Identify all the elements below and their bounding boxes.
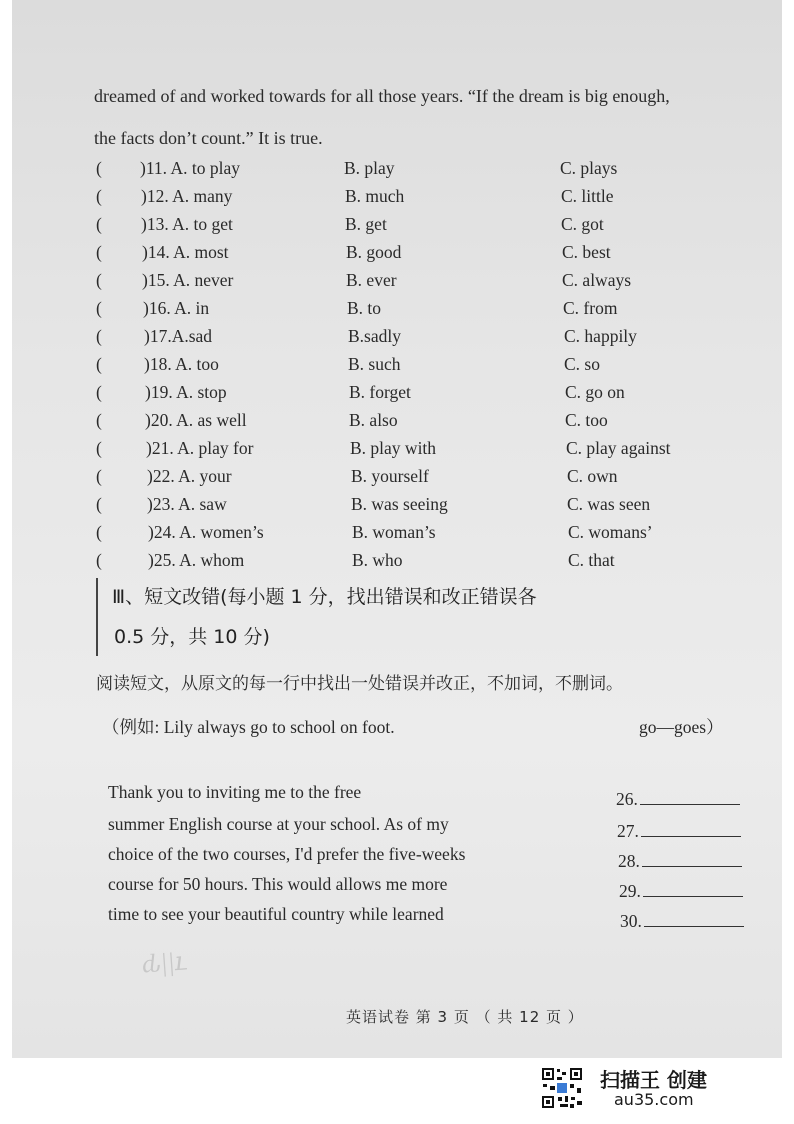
question-row [96,158,716,184]
answer-blank[interactable] [617,818,741,842]
option-b: B. was seeing [351,494,448,514]
page-footer: 英语试卷 第 3 页 （ 共 12 页 ） [346,1008,584,1026]
option-a: )19. A. stop [145,382,227,402]
answer-paren: ( [96,242,102,262]
blank-line[interactable] [642,848,742,867]
option-c: C. got [561,214,604,234]
option-b: B. get [345,214,387,234]
brand-url: au35.com [614,1090,694,1109]
blank-line[interactable] [640,786,740,805]
question-row [96,242,716,268]
answer-blank[interactable] [620,908,744,932]
passage-line: summer English course at your school. As of my [108,814,449,834]
option-b: B. forget [349,382,411,402]
scanner-watermark [540,1062,740,1112]
question-row [96,326,716,352]
answer-paren: ( [96,186,102,206]
answer-paren: ( [96,550,102,570]
option-a: )18. A. too [144,354,219,374]
option-c: C. too [565,410,608,430]
question-row [96,186,716,212]
option-b: B. much [345,186,405,206]
section-3-instruction: 阅读短文，从原文的每一行中找出一处错误并改正，不加词，不删词。 [96,674,623,694]
option-b: B. play with [350,438,437,458]
answer-paren: ( [96,382,102,402]
option-c: C. own [567,466,618,486]
section-3-title-line-2: 0.5 分，共 10 分) [114,626,270,648]
option-a: )24. A. women’s [148,522,264,542]
passage-line: choice of the two courses, I'd prefer the five-weeks [108,844,466,864]
blank-line[interactable] [641,818,741,837]
answer-paren: ( [96,298,102,318]
option-a: )17.A.sad [144,326,213,346]
question-row [96,550,716,576]
answer-paren: ( [96,466,102,486]
option-c: C. go on [565,382,625,402]
option-c: C. womans’ [568,522,653,542]
answer-blank[interactable] [616,786,740,810]
option-b: B. yourself [351,466,429,486]
blank-number: 28. [618,851,640,871]
example-right: go—goes） [639,717,724,737]
option-b: B. ever [346,270,397,290]
intro-line-1: dreamed of and worked towards for all those years. “If the dream is big enough, [94,86,670,106]
question-row [96,354,716,380]
option-a: )11. A. to play [140,158,240,178]
question-row [96,214,716,240]
option-b: B. who [352,550,403,570]
option-b: B. play [344,158,395,178]
option-a: )13. A. to get [141,214,233,234]
answer-blank[interactable] [619,878,743,902]
blank-number: 29. [619,881,641,901]
section-bar [96,578,98,656]
answer-blank[interactable] [618,848,742,872]
blank-line[interactable] [644,908,744,927]
option-a: )23. A. saw [147,494,227,514]
passage-line: course for 50 hours. This would allows me more [108,874,448,894]
option-a: )25. A. whom [148,550,245,570]
question-row [96,270,716,296]
answer-paren: ( [96,410,102,430]
option-c: C. so [564,354,600,374]
option-c: C. always [562,270,632,290]
option-c: C. plays [560,158,618,178]
question-row [96,466,716,492]
example-left: （例如: Lily always go to school on foot. [102,717,395,737]
option-b: B. good [346,242,402,262]
blank-number: 27. [617,821,639,841]
answer-paren: ( [96,494,102,514]
question-row [96,522,716,548]
option-a: )21. A. play for [146,438,254,458]
passage-line: time to see your beautiful country while learned [108,904,444,924]
blank-number: 30. [620,911,642,931]
option-a: )14. A. most [142,242,229,262]
option-c: C. happily [564,326,637,346]
blank-number: 26. [616,789,638,809]
question-row [96,410,716,436]
scanned-page [12,0,782,1058]
option-c: C. little [561,186,614,206]
question-row [96,494,716,520]
option-a: )22. A. your [147,466,232,486]
answer-paren: ( [96,438,102,458]
blank-line[interactable] [643,878,743,897]
option-a: )15. A. never [142,270,234,290]
question-row [96,298,716,324]
option-b: B. such [348,354,401,374]
pencil-mark: ԃ||ւ [141,946,189,979]
section-3-title-line-1: Ⅲ、短文改错(每小题 1 分，找出错误和改正错误各 [112,586,537,608]
question-row [96,382,716,408]
question-row [96,438,716,464]
answer-paren: ( [96,270,102,290]
option-c: C. best [562,242,611,262]
qr-code-icon [540,1066,584,1110]
option-b: B. woman’s [352,522,436,542]
answer-paren: ( [96,326,102,346]
option-a: )16. A. in [143,298,210,318]
brand-name: 扫描王 创建 [600,1068,707,1092]
option-c: C. play against [566,438,671,458]
passage-line: Thank you to inviting me to the free [108,782,362,802]
option-b: B. to [347,298,382,318]
option-c: C. was seen [567,494,651,514]
answer-paren: ( [96,522,102,542]
answer-paren: ( [96,158,102,178]
intro-line-2: the facts don’t count.” It is true. [94,128,323,148]
option-a: )20. A. as well [145,410,247,430]
option-c: C. that [568,550,615,570]
option-b: B. also [349,410,398,430]
option-b: B.sadly [348,326,401,346]
option-c: C. from [563,298,618,318]
option-a: )12. A. many [141,186,233,206]
answer-paren: ( [96,214,102,234]
answer-paren: ( [96,354,102,374]
